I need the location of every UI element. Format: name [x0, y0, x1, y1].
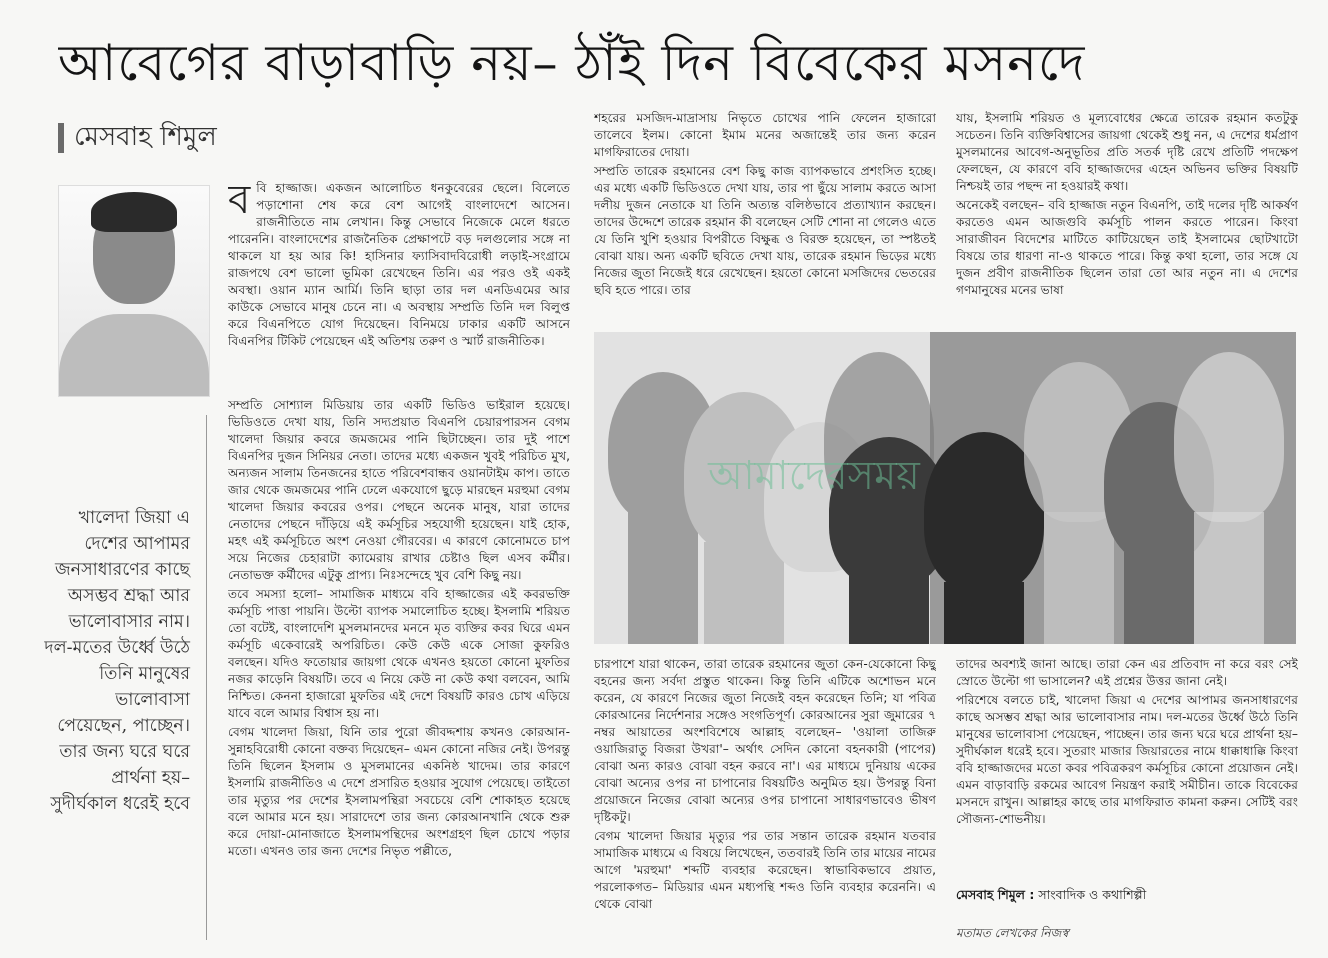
column-divider [206, 415, 207, 940]
paragraph: বেগম খালেদা জিয়ার মৃত্যুর পর তার সন্তান তারেক রহমান যতবার সামাজিক মাধ্যমে এ বিষয়ে লিখেছেন, ততবারই তিনি তার মায়ের নামের আগে 'মরহুমা' শব্দটি ব্যবহার করেছেন। স্বাভাবিকভাবে প্রয়াত, পরলোকগত– মিডিয়ার এমন মধ্যপন্থি শব্দও তিনি ব্যবহার করেননি। এ থেকে বোঝা [594, 829, 936, 911]
silhouette-neck [944, 582, 1024, 644]
paragraph: যায়, ইসলামি শরিয়ত ও মূল্যবোধের ক্ষেত্রে তারেক রহমান কতটুকু সচেতন। তিনি ব্যক্তিবিশ্বাসের জায়গা থেকেই শুধু নন, এ দেশের ধর্মপ্রাণ মুসলমানের আবেগ-অনুভূতির প্রতি সতর্ক দৃষ্টি রেখে প্রতিটি পদক্ষেপ ফেলছেন, যে কারণে ববি হাজ্জাজদের এহেন অভিনব ভক্তির বিষয়টি নিশ্চয়ই তার পছন্দ না হওয়ারই কথা। [956, 111, 1298, 193]
signature-name: মেসবাহ শিমুল : [956, 887, 1035, 902]
signature-role: সাংবাদিক ও কথাশিল্পী [1038, 887, 1147, 902]
silhouette-neck [849, 572, 929, 644]
column-4-top [956, 110, 1298, 322]
silhouette [1174, 352, 1284, 522]
paragraph: পরিশেষে বলতে চাই, খালেদা জিয়া এ দেশের আপামর জনসাধারণের কাছে অসম্ভব শ্রদ্ধা আর ভালোবাসার নাম। দল-মতের উর্ধ্বে উঠে তিনি মানুষের ভালোবাসা পেয়েছেন, পাচ্ছেন। তার জন্য ঘরে ঘরে প্রার্থনা হয়– সুদীর্ঘকাল ধরেই হবে। সুতরাং মাজার জিয়ারতের নামে ধাক্কাধাক্কি কিংবা ববি হাজ্জাজদের মতো কবর পবিত্রকরণ কর্মসূচির কোনো প্রয়োজন নেই। এমন বাড়াবাড়ি রকমের আবেগ নিয়ন্ত্রণ করাই সমীচীন। তাকে বিবেকের মসনদে রাখুন। আল্লাহর কাছে তার মাগফিরাত কামনা করুন। সেটিই বরং সৌজন্য-শোভনীয়। [956, 693, 1298, 826]
pull-quote: খালেদা জিয়া এ দেশের আপামর জনসাধারণের কাছে অসম্ভব শ্রদ্ধা আর ভালোবাসার নাম। দল-মতের উর্ধ্বে উঠে তিনি মানুষের ভালোবাসা পেয়েছেন, পাচ্ছেন। তার জন্য ঘরে ঘরে প্রার্থনা হয়– সুদীর্ঘকাল ধরেই হবে [44, 508, 190, 814]
column-2 [228, 397, 570, 942]
paragraph: বেগম খালেদা জিয়া, যিনি তার পুরো জীবদ্দশায় কখনও কোরআন-সুন্নাহবিরোধী কোনো বক্তব্য দিয়েছেন– এমন কোনো নজির নেই। উপরন্তু তিনি ছিলেন ইসলাম ও মুসলমানের একনিষ্ঠ খাদেম। তার কারণে ইসলামি রাজনীতিও এ দেশে প্রসারিত হওয়ার সুযোগ পেয়েছে। তাইতো তার মৃত্যুর পর দেশের ইসলামপন্থিরা সবচেয়ে বেশি শোকাহত হয়েছে বলে আমার মনে হয়। সারাদেশে তার জন্য কোরআনখানি থেকে শুরু করে দোয়া-মোনাজাতে ইসলামপন্থিদের অংশগ্রহণ ছিল চোখে পড়ার মতো। এখনও তার জন্য দেশের নিভৃত পল্লীতে, [228, 725, 570, 858]
column-4-bottom [956, 656, 1298, 878]
paragraph: চারপাশে যারা থাকেন, তারা তারেক রহমানের জুতা কেন-যেকোনো কিছু বহনের জন্য সর্বদা প্রস্তুত থাকেন। কিন্তু তিনি এটিকে অশোভন মনে করেন, যে কারণে নিজের জুতা নিজেই বহন করেছেন তিনি; যা পবিত্র কোরআনের নির্দেশনার সঙ্গেও সংগতিপূর্ণ। কোরআনের সুরা জুমারের ৭ নম্বর আয়াতের অংশবিশেষে আল্লাহ বলেছেন– 'ওয়ালা তাজিরু ওয়াজিরাতু বিজরা উখরা'– অর্থাৎ সেদিন কোনো বহনকারী (পাপের) বোঝা অন্য কারও বোঝা বহন করবে না'। এর মাধ্যমে দুনিয়ায় একের বোঝা অন্যের ওপর না চাপানোর বিষয়টিও অনুমিত হয়। উপরন্তু বিনা প্রয়োজনে নিজের বোঝা অন্যের ওপর চাপানো সাধারণভাবেও ভীষণ দৃষ্টিকটু। [594, 657, 936, 824]
author-signature [956, 887, 1146, 907]
silhouette-neck [1124, 552, 1194, 644]
paragraph: তবে সমস্যা হলো– সামাজিক মাধ্যমে ববি হাজ্জাজের এই কবরভক্তি কর্মসূচি পাত্তা পায়নি। উল্টো ব্যাপক সমালোচিত হচ্ছে। ইসলামি শরিয়ত তো বটেই, বাংলাদেশি মুসলমানদের মননে মৃত ব্যক্তির কবর ঘিরে এমন কর্মসূচি একেবারেই অপরিচিত। কেউ কেউ একে সোজা কুফরিও বলছেন। যদিও ফতোয়ার জায়গা থেকে এখনও হয়তো কোনো মুফতির নজর কাড়েনি বিষয়টি। তবে এ নিয়ে কেউ না কেউ কথা বলবেন, আমি নিশ্চিত। কেননা হাজারো মুফতির এই দেশে বিষয়টি কারও চোখ এড়িয়ে যাবে বলে আমার বিশ্বাস হয় না। [228, 587, 570, 720]
drop-cap: ব [228, 180, 251, 223]
paragraph: সম্প্রতি সোশ্যাল মিডিয়ায় তার একটি ভিডিও ভাইরাল হয়েছে। ভিডিওতে দেখা যায়, তিনি সদ্যপ্রয়াত বিএনপি চেয়ারপারসন বেগম খালেদা জিয়ার কবরে জমজমের পানি ছিটাচ্ছেন। তার দুই পাশে বিএনপির দুজন সিনিয়র নেতা। তাদের মধ্যে একজন খুবই পরিচিত মুখ, অন্যজন সালাম তিনজনের হাতে পরিবেশবান্ধব ওয়ানটাইম কাপ। তাতে জার থেকে জমজমের পানি ঢেলে একযোগে ছুড়ে মারছেন মরহুমা বেগম খালেদা জিয়ার কবরের ওপর। পেছনে অনেক মানুষ, যারা তাদের নেতাদের পেছনে দাঁড়িয়ে এই কর্মসূচির সহযোগী হয়েছেন। যাই হোক, মহৎ এই কর্মসূচিতে অংশ নেওয়া গৌরবের। এ কারণে কোনোমতে চাপ সয়ে নিজের চেহারাটা ক্যামেরায় রাখার চেষ্টাও ছিল এসব কর্মীর। নেতাভক্ত কর্মীদের এটুকু প্রাপ্য। নিঃসন্দেহে খুব বেশি কিছু নয়। [228, 398, 570, 582]
author-photo [58, 185, 210, 397]
column-3-top [594, 110, 936, 322]
headline: আবেগের বাড়াবাড়ি নয়– ঠাঁই দিন বিবেকের মসনদে [58, 34, 1086, 92]
silhouette-neck [1194, 512, 1264, 644]
author-name: মেসবাহ শিমুল [74, 122, 217, 152]
opinion-disclaimer: মতামত লেখকের নিজস্ব [956, 926, 1069, 940]
byline-bar [58, 123, 64, 153]
intro-paragraph: বি হাজ্জাজ। একজন আলোচিত ধনকুবেরের ছেলে। বিলেতে পড়াশোনা শেষ করে বেশ আগেই বাংলাদেশে আসেন। রাজনীতিতে নাম লেখান। কিন্তু সেভাবে নিজেকে মেলে ধরতে পারেননি। বাংলাদেশের রাজনৈতিক প্রেক্ষাপটে বড় দলগুলোর সঙ্গে না থাকলে যা হয় আর কি! হাসিনার ফ্যাসিবাদবিরোধী লড়াই-সংগ্রামে রাজপথে বেশ ভালো ভূমিকা রেখেছেন তিনি। এর পরও ওই একই অবস্থা। ওয়ান ম্যান আর্মি। তিনি ছাড়া তার দল এনডিএমের আর কাউকে সেভাবে মানুষ চেনে না। এ অবস্থায় সম্প্রতি তিনি দল বিলুপ্ত করে বিএনপিতে যোগ দিয়েছেন। বিনিময়ে ঢাকার একটি আসনে বিএনপির টিকিট পেয়েছেন এই অতিশয় তরুণ ও স্মার্ট রাজনীতিক। [228, 181, 570, 348]
silhouette-neck [704, 542, 784, 644]
column-3-bottom [594, 656, 936, 942]
byline [58, 120, 217, 156]
paragraph: অনেকেই বলছেন– ববি হাজ্জাজ নতুন বিএনপি, তাই দলের দৃষ্টি আকর্ষণ করতেও এমন আজগুবি কর্মসূচি পালন করতে পারেন। কিংবা সারাজীবন বিদেশের মাটিতে কাটিয়েছেন তাই ইসলামের ছোটখাটো বিষয়ে তার ধারণা না-ও থাকতে পারে। কিন্তু কথা হলো, তার সঙ্গে যে দুজন প্রবীণ রাজনীতিক ছিলেন তারা তো আর নতুন না। এ দেশের গণমানুষের মনের ভাষা [956, 198, 1298, 297]
paragraph: শহরের মসজিদ-মাদ্রাসায় নিভৃতে চোখের পানি ফেলেন হাজারো তালেবে ইলম। কোনো ইমাম মনের অজান্তেই তার জন্য করেন মাগফিরাতের দোয়া। [594, 111, 936, 159]
silhouette-neck [1044, 512, 1114, 644]
paragraph: সম্প্রতি তারেক রহমানের বেশ কিছু কাজ ব্যাপকভাবে প্রশংসিত হচ্ছে। এর মধ্যে একটি ভিডিওতে দেখা যায়, তার পা ছুঁয়ে সালাম করতে আসা দলীয় দুজন নেতাকে যা তিনি অত্যন্ত বলিষ্ঠভাবে প্রত্যাখ্যান করছেন। তাদের উদ্দেশে তারেক রহমান কী বলেছেন সেটি শোনা না গেলেও এতে যে তিনি খুশি হওয়ার বিপরীতে বিক্ষুব্ধ ও বিরক্ত হয়েছেন, তা স্পষ্টতই বোঝা যায়। অন্য একটি ছবিতে দেখা যায়, তারেক রহমান ভিড়ের মধ্যে নিজের জুতা নিজেই ধরে রেখেছেন। হয়তো কোনো মসজিদের ভেতরের ছবি হতে পারে। তার [594, 164, 936, 297]
author-photo-shirt [59, 314, 209, 397]
column-1-intro [228, 180, 570, 400]
watermark-logo: আমাদেরসময় [708, 453, 920, 499]
author-photo-hair [91, 192, 177, 232]
silhouette-neck [628, 512, 698, 644]
paragraph: তাদের অবশ্যই জানা আছে। তারা কেন এর প্রতিবাদ না করে বরং সেই স্রোতে উল্টো গা ভাসালেন? এই প্রশ্নের উত্তর জানা নেই। [956, 657, 1298, 688]
